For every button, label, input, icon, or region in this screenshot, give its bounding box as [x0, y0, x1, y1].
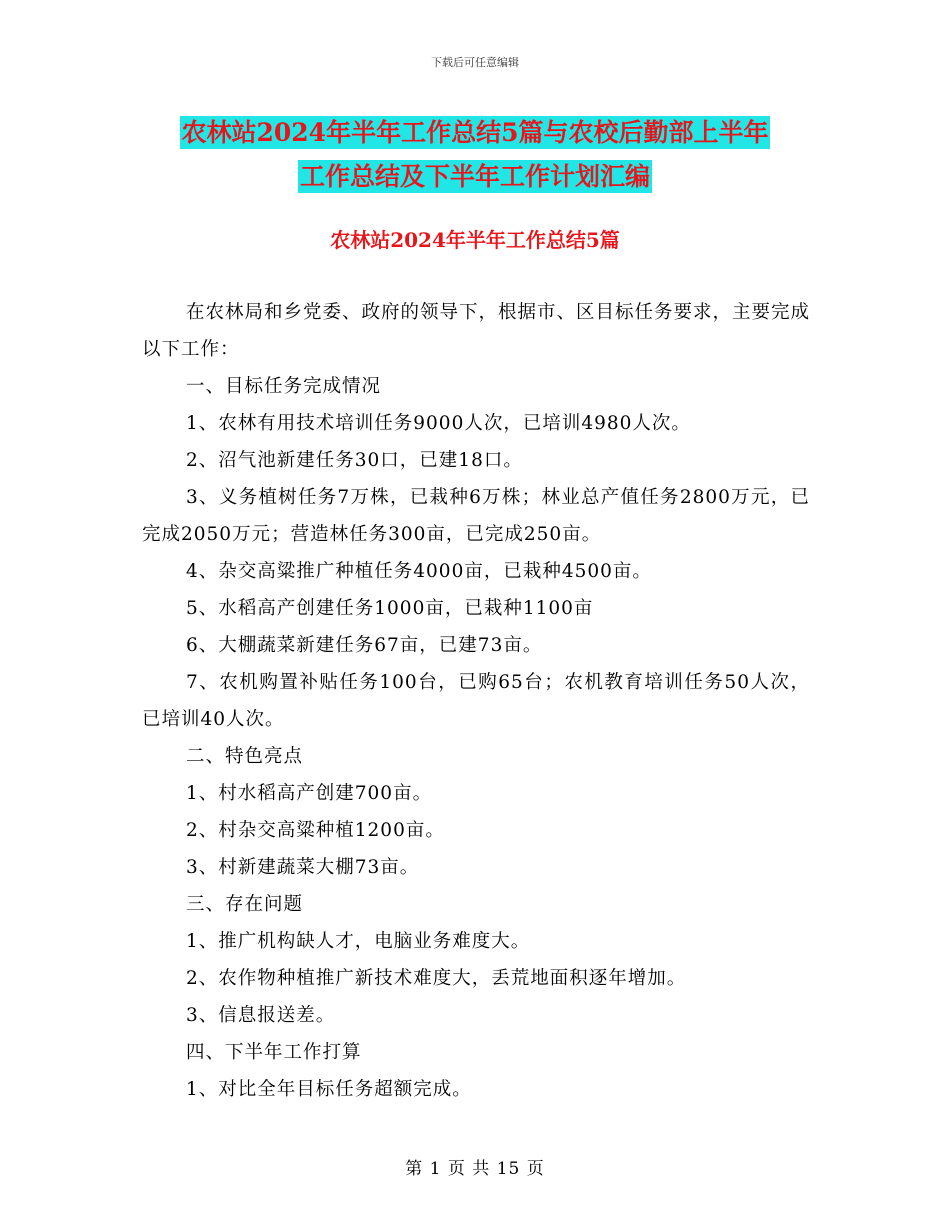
- list-item: 3、义务植树任务7万株，已栽种6万株；林业总产值任务2800万元，已完成2050万元；营造林任务300亩，已完成250亩。: [142, 487, 810, 545]
- heading-problems: 三、存在问题: [186, 894, 304, 915]
- list-item: 3、村新建蔬菜大棚73亩。: [186, 857, 420, 878]
- list-item: 1、农林有用技术培训任务9000人次，已培训4980人次。: [186, 413, 691, 434]
- list-item: 2、农作物种植推广新技术难度大，丢荒地面积逐年增加。: [186, 968, 687, 989]
- list-item: 7、农机购置补贴任务100台，已购65台；农机教育培训任务50人次，已培训40人次。: [142, 672, 810, 730]
- list-item: 5、水稻高产创建任务1000亩，已栽种1100亩: [186, 598, 594, 619]
- heading-highlights: 二、特色亮点: [186, 746, 304, 767]
- document-title-line-1: [0, 113, 950, 149]
- list-item: 2、沼气池新建任务30口，已建18口。: [186, 450, 523, 471]
- section-title: 农林站2024年半年工作总结5篇: [330, 228, 620, 252]
- list-item: 1、村水稻高产创建700亩。: [186, 783, 433, 804]
- heading-target-completion: 一、目标任务完成情况: [186, 376, 382, 397]
- header-note: 下载后可任意编辑: [431, 56, 519, 69]
- list-item: 6、大棚蔬菜新建任务67亩，已建73亩。: [186, 635, 543, 656]
- page-number-footer: 第 1 页 共 15 页: [405, 1159, 545, 1179]
- document-title-line-2-text: 工作总结及下半年工作计划汇编: [299, 162, 650, 191]
- list-item: 3、信息报送差。: [186, 1005, 336, 1026]
- list-item: 4、杂交高粱推广种植任务4000亩，已栽种4500亩。: [186, 561, 652, 582]
- heading-second-half-plan: 四、下半年工作打算: [186, 1042, 362, 1063]
- list-item: 1、推广机构缺人才，电脑业务难度大。: [186, 931, 531, 952]
- document-title-line-2: [0, 157, 950, 193]
- document-body: [142, 294, 810, 1108]
- list-item: 2、村杂交高粱种植1200亩。: [186, 820, 445, 841]
- list-item: 1、对比全年目标任务超额完成。: [186, 1079, 472, 1100]
- paragraph-intro: 在农林局和乡党委、政府的领导下，根据市、区目标任务要求，主要完成以下工作：: [142, 302, 811, 360]
- document-title-line-1-text: 农林站2024年半年工作总结5篇与农校后勤部上半年: [181, 118, 769, 147]
